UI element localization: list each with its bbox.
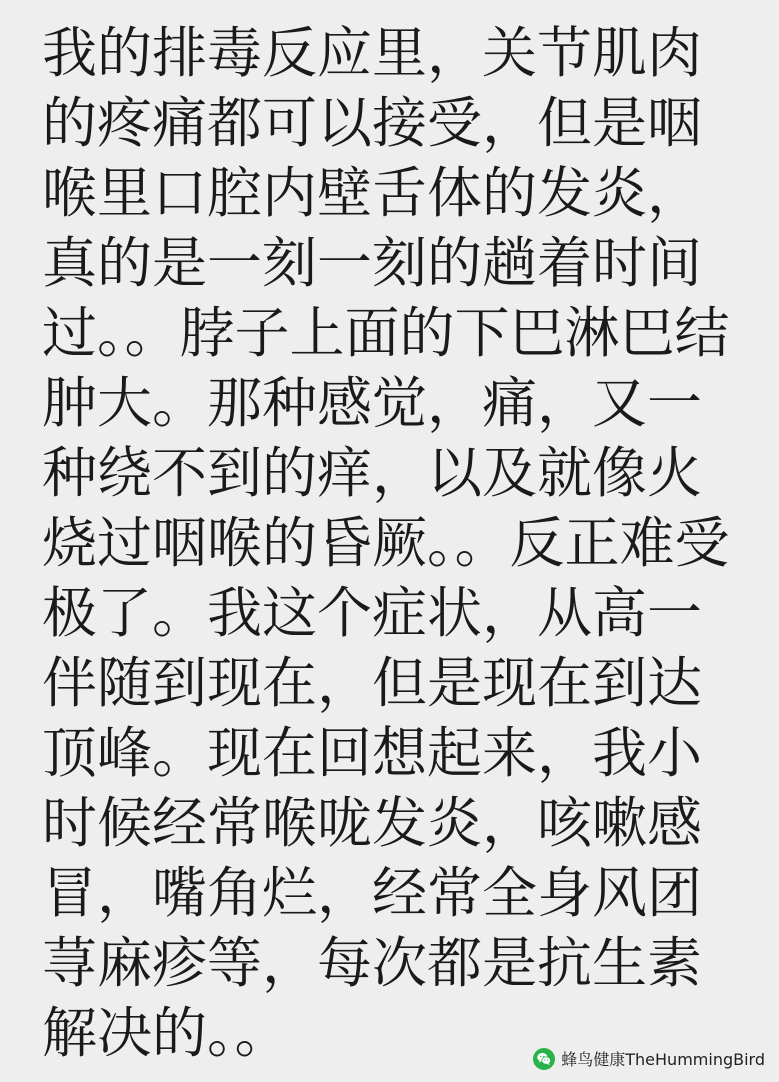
- article-body-text: 我的排毒反应里，关节肌肉的疼痛都可以接受，但是咽喉里口腔内壁舌体的发炎，真的是一刻一刻的趟着时间过。。脖子上面的下巴淋巴结肿大。那种感觉，痛，又一种绕不到的痒，以及就像火烧过咽喉的昏厥。。反正难受极了。我这个症状，从高一伴随到现在，但是现在到达顶峰。现在回想起来，我小时候经常喉咙发炎，咳嗽感冒，嘴角烂，经常全身风团荨麻疹等，每次都是抗生素解决的。。: [42, 21, 730, 1065]
- account-name-label: 蜂鸟健康TheHummingBird: [561, 1050, 765, 1069]
- wechat-official-account-icon: [533, 1048, 555, 1070]
- account-attribution[interactable]: [533, 1047, 765, 1070]
